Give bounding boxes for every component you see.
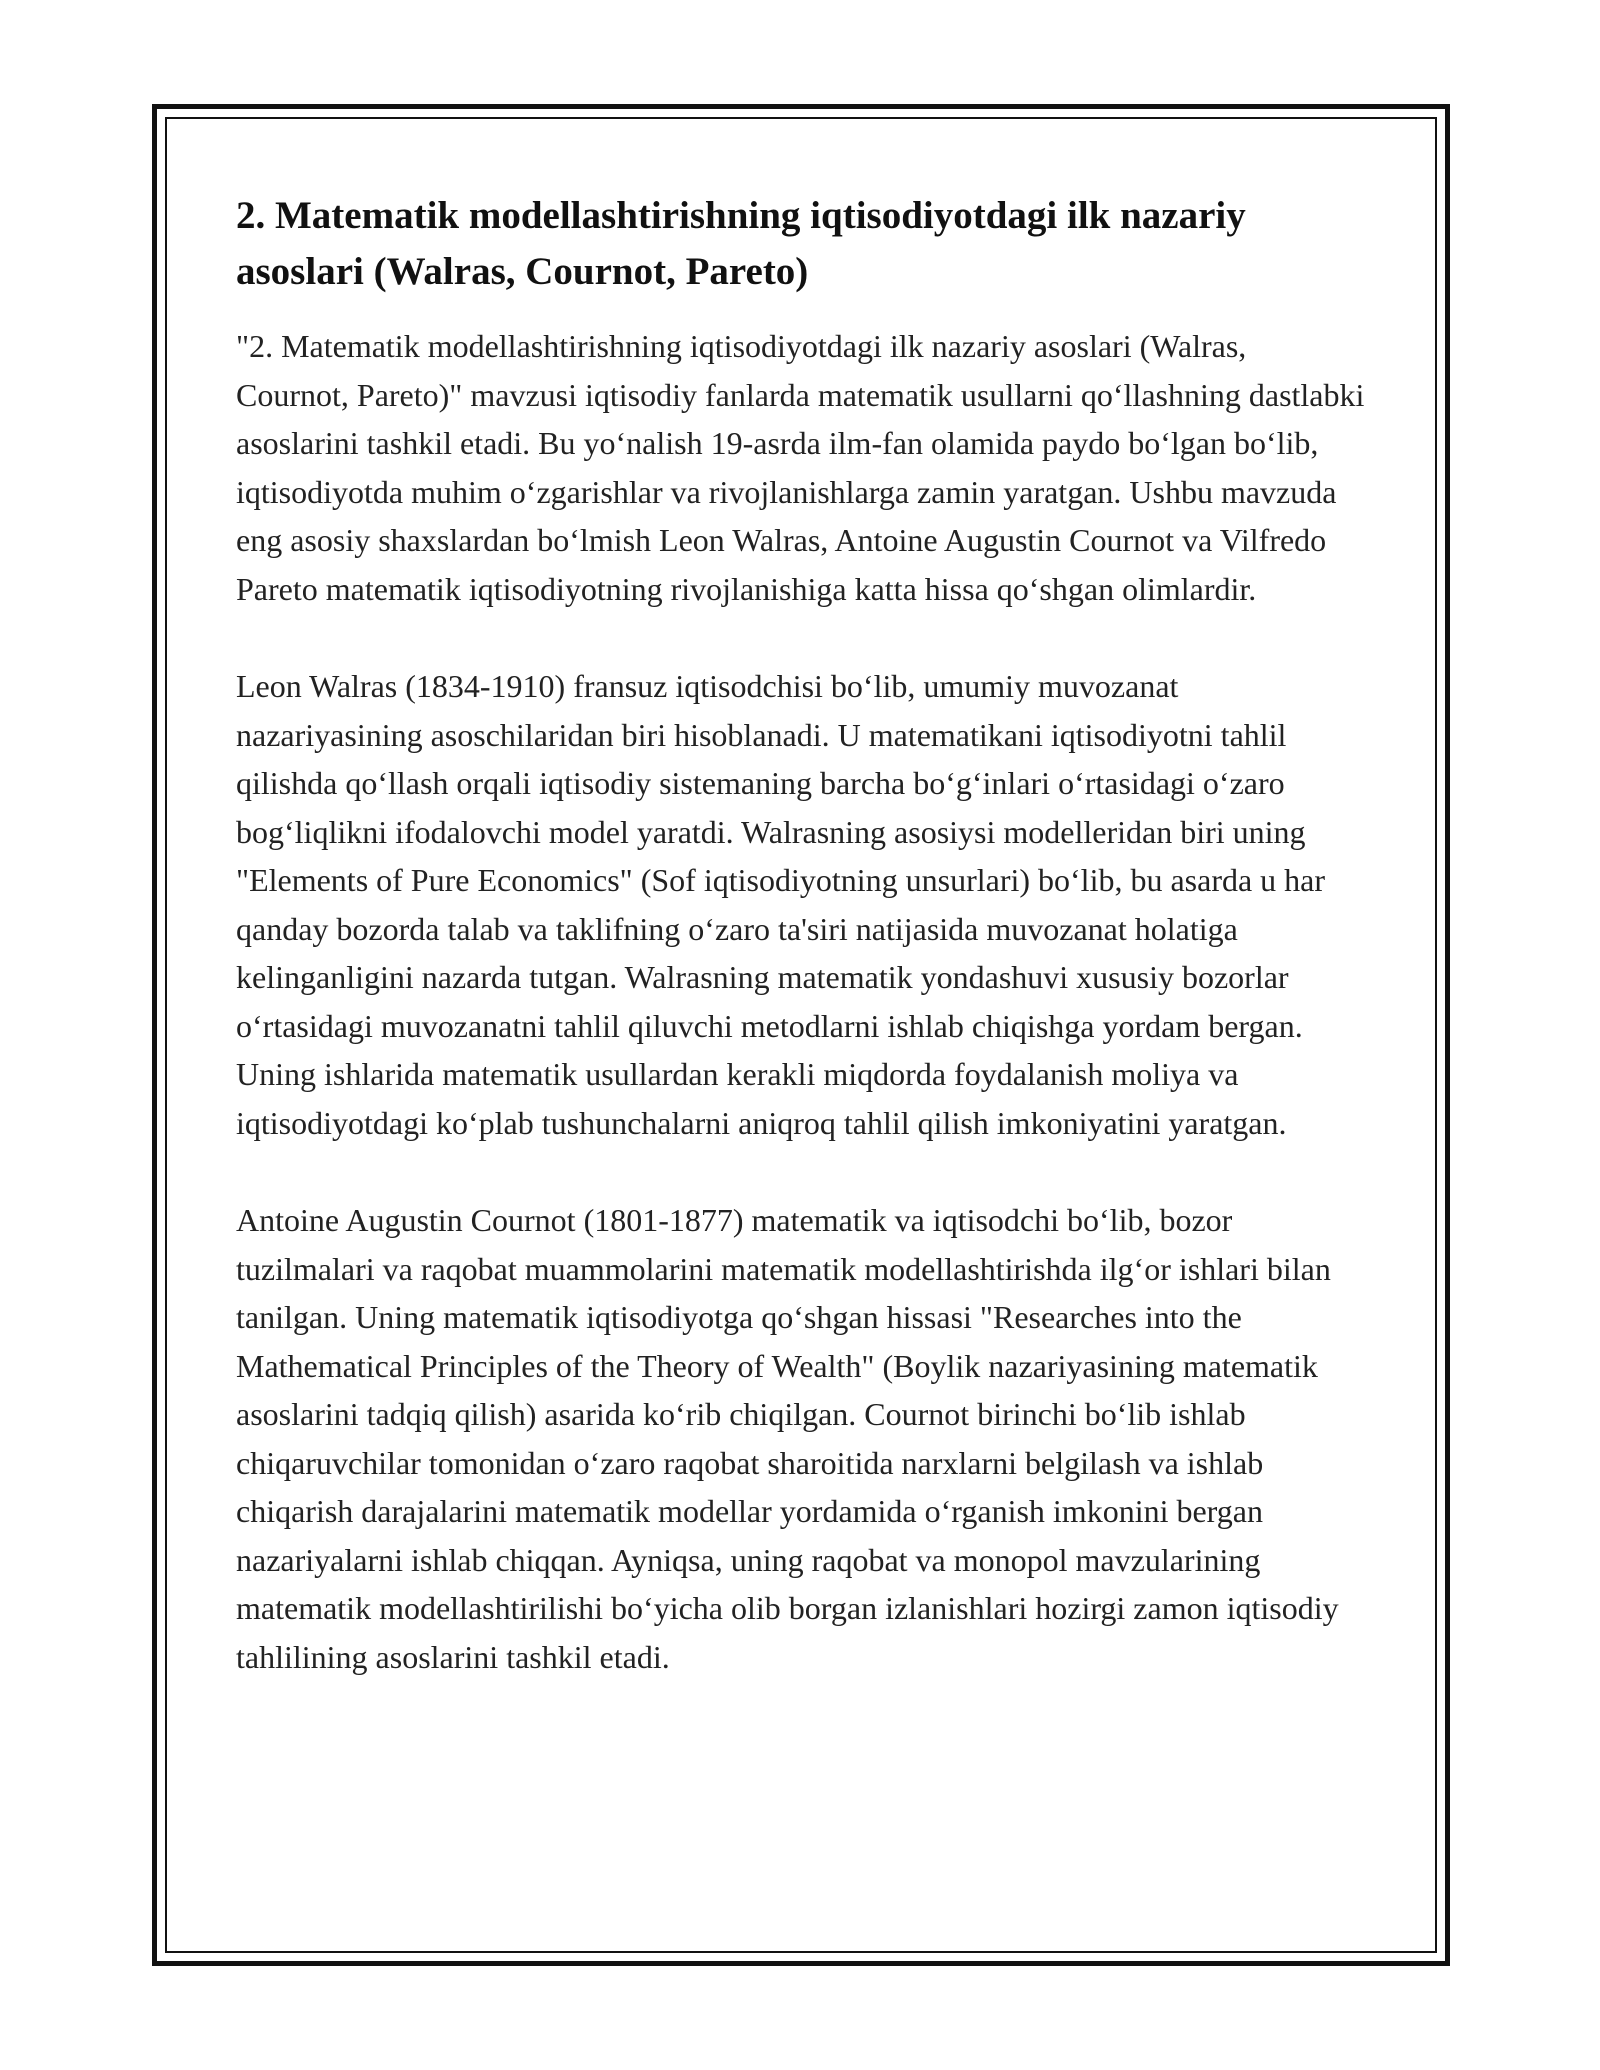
paragraph-intro: "2. Matematik modellashtirishning iqtisodiyotdagi ilk nazariy asoslari (Walras, Cournot, Pareto)" mavzusi iqtisodiy fanlarda matematik usullarni qo‘llashning dastlabki asoslarini tashkil etadi. Bu yo‘nalish 19-asrda ilm-fan olamida paydo bo‘lgan bo‘lib, iqtisodiyotda muhim o‘zgarishlar va rivojlanishlarga zamin yaratgan. Ushbu mavzuda eng asosiy shaxslardan bo‘lmish Leon Walras, Antoine Augustin Cournot va Vilfredo Pareto matematik iqtisodiyotning rivojlanishiga katta hissa qo‘shgan olimlardir.: [236, 328, 1365, 607]
section-heading: 2. Matematik modellashtirishning iqtisodiyotdagi ilk nazariy asoslari (Walras, Cournot, Pareto): [236, 194, 1246, 293]
document-body: [236, 188, 1366, 1730]
paragraph-cournot: Antoine Augustin Cournot (1801-1877) matematik va iqtisodchi bo‘lib, bozor tuzilmalari va raqobat muammolarini matematik modellashtirishda ilg‘or ishlari bilan tanilgan. Uning matematik iqtisodiyotga qo‘shgan hissasi "Researches into the Mathematical Principles of the Theory of Wealth" (Boylik nazariyasining matematik asoslarini tadqiq qilish) asarida ko‘rib chiqilgan. Cournot birinchi bo‘lib ishlab chiqaruvchilar tomonidan o‘zaro raqobat sharoitida narxlarni belgilash va ishlab chiqarish darajalarini matematik modellar yordamida o‘rganish imkonini bergan nazariyalarni ishlab chiqqan. Ayniqsa, uning raqobat va monopol mavzularining matematik modellashtirilishi bo‘yicha olib borgan izlanishlari hozirgi zamon iqtisodiy tahlilining asoslarini tashkil etadi.: [236, 1202, 1339, 1675]
paragraph-walras: Leon Walras (1834-1910) fransuz iqtisodchisi bo‘lib, umumiy muvozanat nazariyasining asoschilaridan biri hisoblanadi. U matematikani iqtisodiyotni tahlil qilishda qo‘llash orqali iqtisodiy sistemaning barcha bo‘g‘inlari o‘rtasidagi o‘zaro bog‘liqlikni ifodalovchi model yaratdi. Walrasning asosiysi modelleridan biri uning "Elements of Pure Economics" (Sof iqtisodiyotning unsurlari) bo‘lib, bu asarda u har qanday bozorda talab va taklifning o‘zaro ta'siri natijasida muvozanat holatiga kelinganligini nazarda tutgan. Walrasning matematik yondashuvi xususiy bozorlar o‘rtasidagi muvozanatni tahlil qiluvchi metodlarni ishlab chiqishga yordam bergan. Uning ishlarida matematik usullardan kerakli miqdorda foydalanish moliya va iqtisodiyotdagi ko‘plab tushunchalarni aniqroq tahlil qilish imkoniyatini yaratgan.: [236, 668, 1326, 1141]
